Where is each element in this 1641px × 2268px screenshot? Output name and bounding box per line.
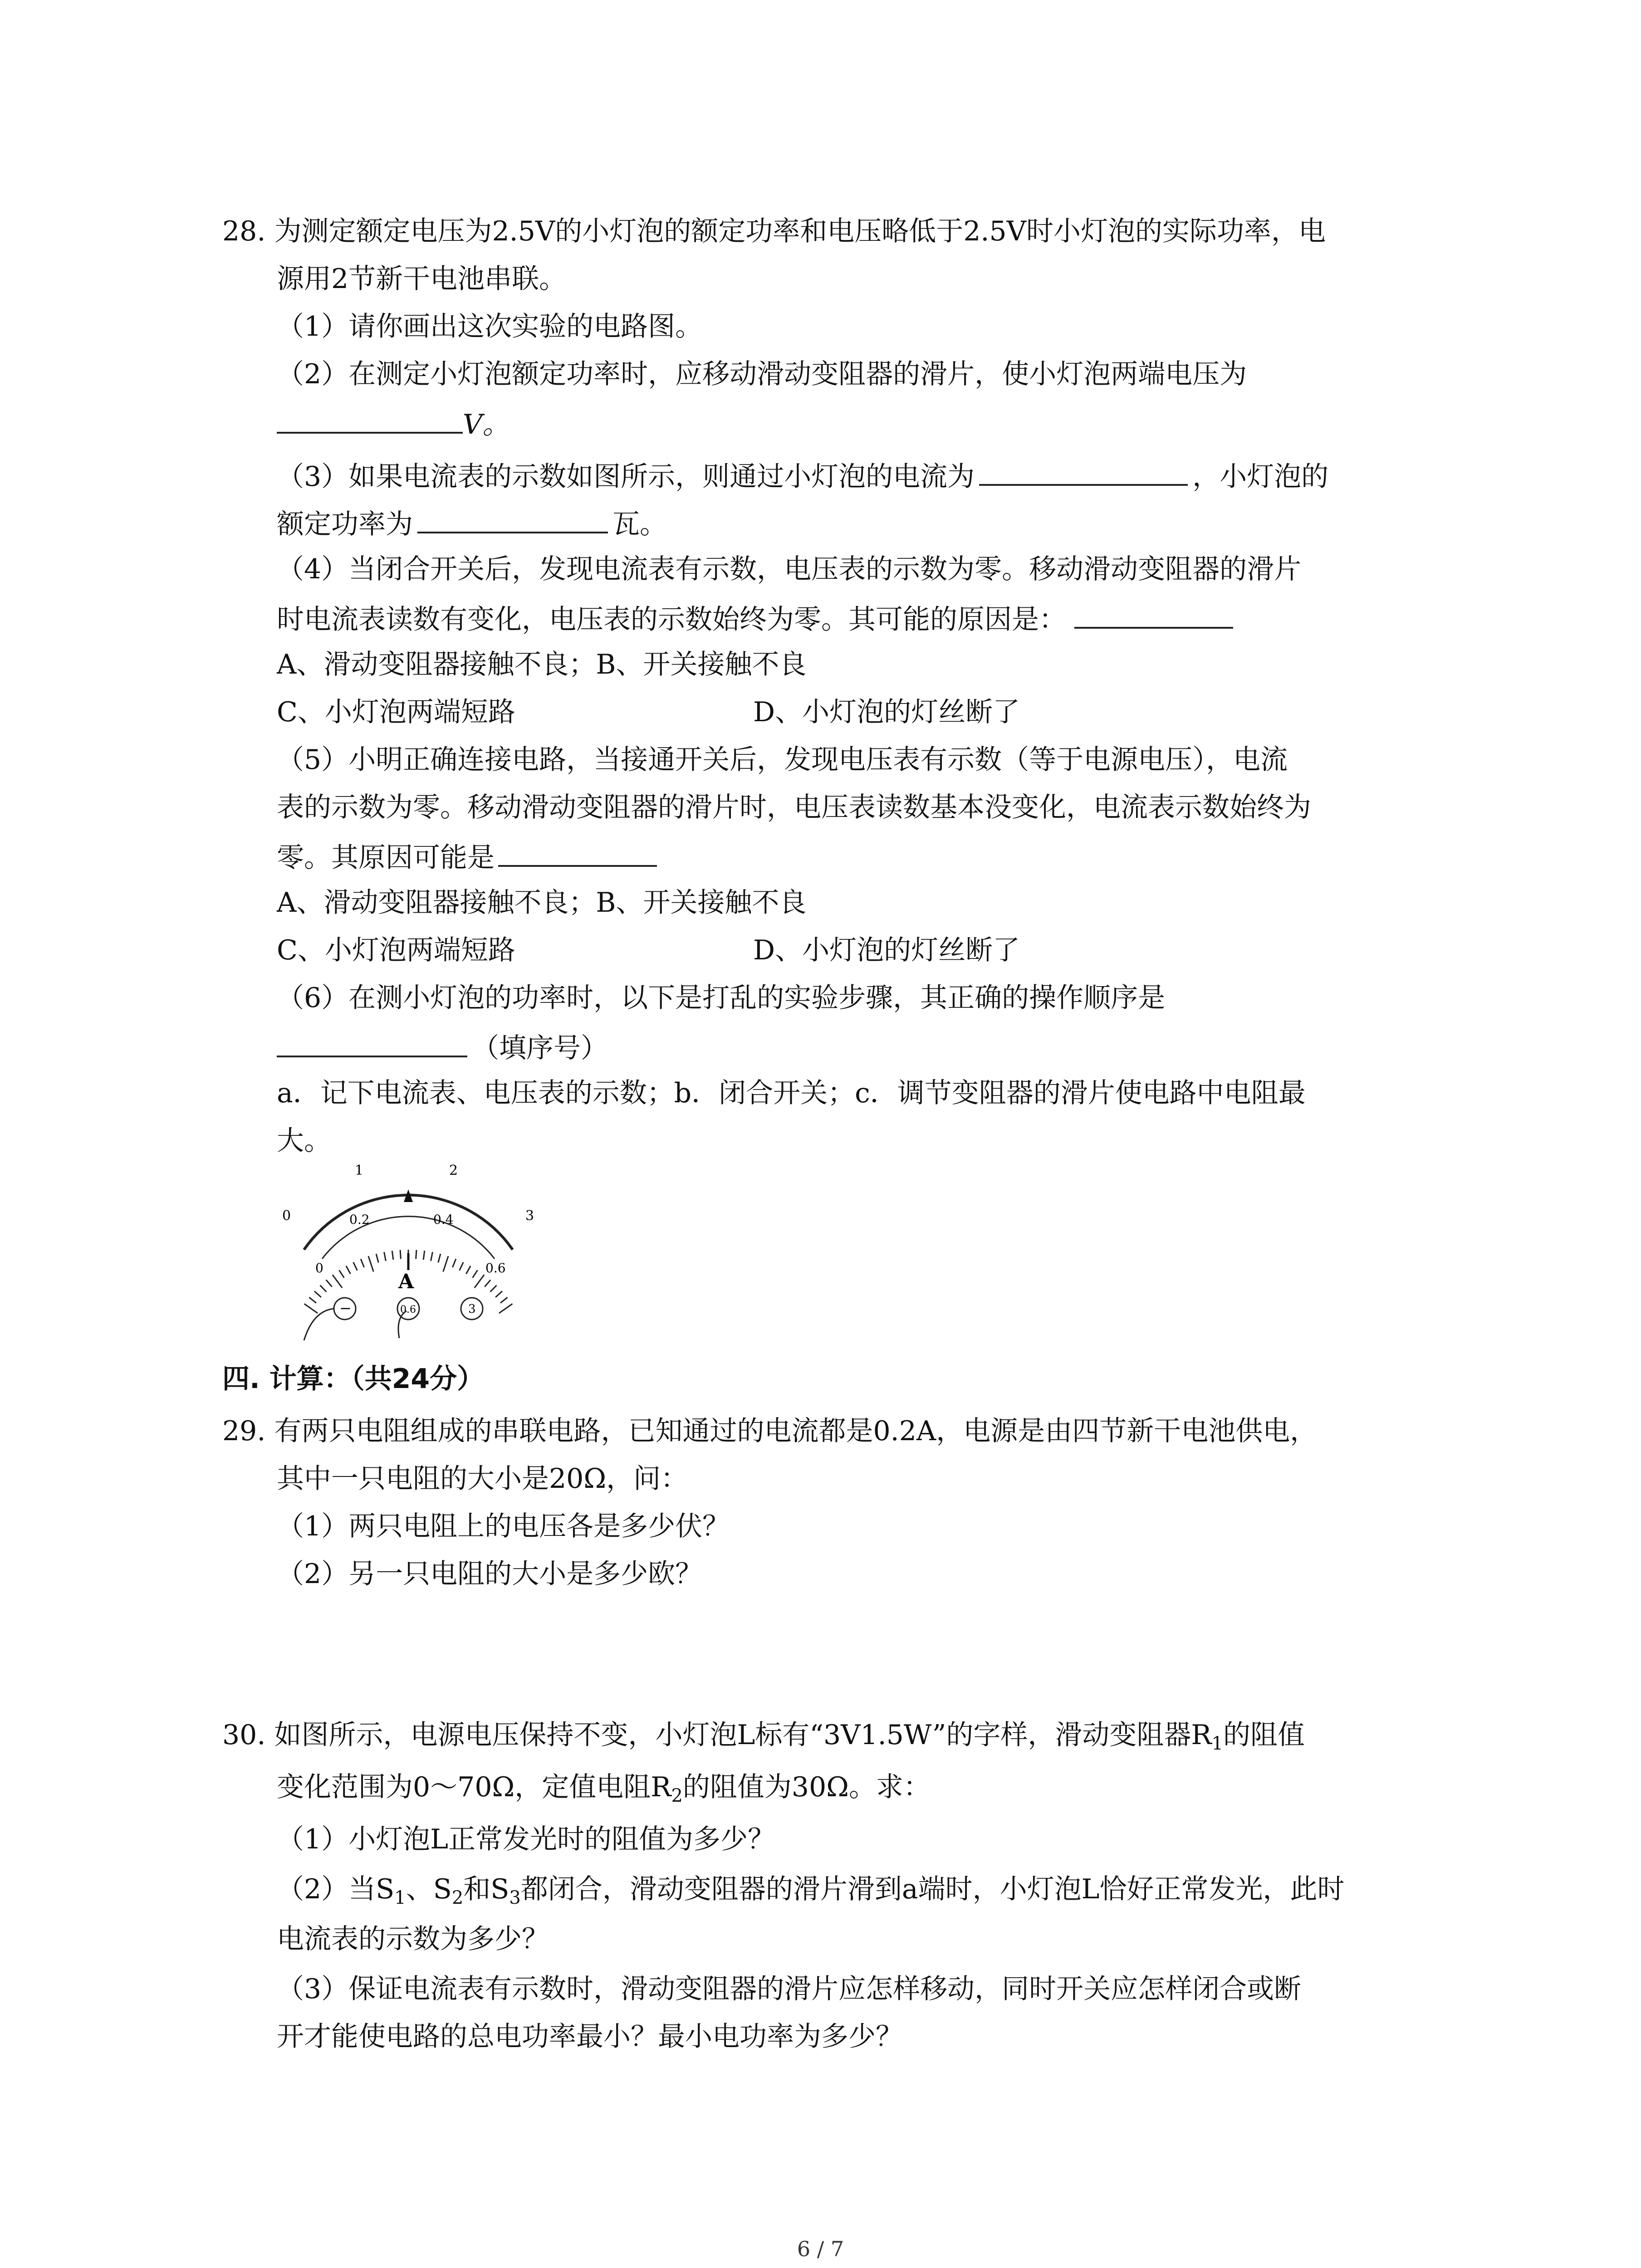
subscript: 1 — [394, 1887, 406, 1908]
q28-part6-line2 — [277, 1032, 608, 1062]
q28-part3-power-label: 额定功率为 — [277, 508, 413, 540]
q28-part2-unit: V。 — [463, 409, 510, 440]
q30-stem-text-tail: 的阻值为30Ω。求： — [682, 1771, 931, 1803]
meter-tick — [361, 1259, 364, 1267]
q28-part4-option-d: D、小灯泡的灯丝断了 — [753, 696, 1020, 728]
meter-tick — [309, 1297, 316, 1303]
q28-stem-line1: 28. 为测定额定电压为2.5V的小灯泡的额定功率和电压略低于2.5V时小灯泡的实际功率，电 — [222, 215, 1326, 247]
meter-tick — [452, 1259, 456, 1267]
meter-tick — [466, 1266, 470, 1274]
meter-tick — [475, 1275, 484, 1288]
terminal-0.6-label: 0.6 — [400, 1304, 416, 1315]
q29-part1: （1）两只电阻上的电压各是多少伏？ — [277, 1510, 730, 1542]
q29-part2: （2）另一只电阻的大小是多少欧？ — [277, 1558, 703, 1590]
meter-tick — [376, 1254, 378, 1262]
q28-part5-option-c: C、小灯泡两端短路 — [277, 934, 515, 966]
q28-part4-line2 — [277, 603, 1233, 633]
scale-bottom-0.4: 0.4 — [433, 1212, 454, 1227]
q30-part2-text: （2）当S — [277, 1873, 395, 1905]
q30-stem-text: 30. 如图所示，电源电压保持不变，小灯泡L标有“3V1.5W”的字样，滑动变阻器R — [222, 1719, 1212, 1751]
meter-tick — [500, 1297, 508, 1303]
q30-part2-line2: 电流表的示数为多少？ — [277, 1923, 549, 1955]
meter-tick — [443, 1256, 448, 1271]
q30-part2-text: 和S — [463, 1873, 509, 1905]
meter-tick — [490, 1286, 497, 1292]
q28-part4-line1: （4）当闭合开关后，发现电流表有示数，电压表的示数为零。移动滑动变阻器的滑片 — [277, 553, 1302, 585]
q28-part5-line2: 表的示数为零。移动滑动变阻器的滑片时，电压表读数基本没变化，电流表示数始终为 — [277, 792, 1311, 823]
q28-part1: （1）请你画出这次实验的电路图。 — [277, 311, 703, 342]
section-title: 四. 计算：（共24分） — [222, 1363, 485, 1395]
terminal-negative-label: − — [339, 1300, 352, 1317]
q30-stem-text: 变化范围为0～70Ω，定值电阻R — [277, 1771, 671, 1803]
q28-part6-steps-line1: a．记下电流表、电压表的示数；b．闭合开关；c．调节变阻器的滑片使电路中电阻最 — [277, 1077, 1306, 1109]
meter-tick — [499, 1304, 512, 1313]
q30-part3-line2: 开才能使电路的总电功率最小？最小电功率为多少？ — [277, 2021, 903, 2053]
meter-tick — [431, 1252, 433, 1261]
scale-bottom-0: 0 — [315, 1261, 323, 1276]
q28-part2-text: （2）在测定小灯泡额定功率时，应移动滑动变阻器的滑片，使小灯泡两端电压为 — [277, 358, 1247, 390]
wire-icon — [304, 1309, 334, 1340]
q30-stem-line2 — [277, 1771, 931, 1806]
q28-part3-text: （3）如果电流表的示数如图所示，则通过小灯泡的电流为 — [277, 461, 975, 493]
q28-part3-power-unit: 瓦。 — [612, 508, 667, 540]
scale-top-0: 0 — [282, 1208, 291, 1224]
q28-part4-option-c: C、小灯泡两端短路 — [277, 696, 515, 728]
q28-part3-line2 — [277, 508, 667, 538]
meter-tick — [339, 1270, 344, 1278]
q29-stem-line2: 其中一只电阻的大小是20Ω，问： — [277, 1463, 688, 1495]
q28-part6-line1: （6）在测小灯泡的功率时，以下是打乱的实验步骤，其正确的操作顺序是 — [277, 982, 1166, 1014]
terminal-negative[interactable] — [334, 1298, 356, 1320]
q28-part6-hint: （填序号） — [472, 1032, 608, 1064]
q30-part2-text: 都闭合，滑动变阻器的滑片滑到a端时，小灯泡L恰好正常发光，此时 — [520, 1873, 1345, 1905]
page-number: 6 / 7 — [797, 2237, 844, 2261]
q29-stem-line1: 29. 有两只电阻组成的串联电路，已知通过的电流都是0.2A，电源是由四节新干电池供电， — [222, 1415, 1318, 1447]
meter-tick — [485, 1280, 490, 1287]
meter-tick — [368, 1256, 373, 1271]
answer-blank[interactable] — [498, 841, 657, 867]
meter-tick — [460, 1262, 464, 1271]
answer-blank[interactable] — [277, 408, 463, 434]
subscript: 1 — [1211, 1733, 1224, 1754]
meter-tick — [384, 1252, 386, 1261]
answer-blank[interactable] — [277, 1032, 467, 1057]
ammeter-figure — [277, 1161, 558, 1343]
q30-stem-text-tail: 的阻值 — [1223, 1719, 1305, 1751]
meter-tick — [314, 1291, 321, 1297]
q28-part5-line3 — [277, 841, 657, 874]
subscript: 2 — [451, 1887, 464, 1908]
meter-tick — [473, 1270, 478, 1278]
q28-stem-line2: 源用2节新干电池串联。 — [277, 263, 567, 295]
terminal-3-label: 3 — [468, 1302, 476, 1316]
answer-blank[interactable] — [417, 508, 608, 533]
meter-tick — [326, 1280, 332, 1287]
scale-top-3: 3 — [525, 1208, 534, 1224]
terminal-3[interactable] — [461, 1298, 483, 1320]
meter-tick — [392, 1251, 393, 1260]
meter-tick — [423, 1251, 425, 1260]
q30-part3-line1: （3）保证电流表有示数时，滑动变阻器的滑片应怎样移动，同时开关应怎样闭合或断 — [277, 1973, 1302, 2005]
scale-bottom-0.2: 0.2 — [349, 1212, 370, 1227]
meter-tick — [438, 1254, 441, 1262]
meter-tick — [495, 1291, 502, 1297]
meter-tick — [320, 1286, 326, 1292]
subscript: 3 — [509, 1887, 521, 1908]
q28-part4-text: 时电流表读数有变化，电压表的示数始终为零。其可能的原因是： — [277, 604, 1066, 635]
scale-top-1: 1 — [355, 1163, 364, 1178]
meter-tick — [400, 1250, 401, 1259]
scale-top-2: 2 — [449, 1163, 458, 1178]
meter-tick — [353, 1262, 358, 1271]
subscript: 2 — [671, 1785, 683, 1806]
meter-tick — [333, 1275, 342, 1288]
scale-bottom-0.6: 0.6 — [485, 1261, 506, 1276]
q30-stem-line1 — [222, 1721, 1305, 1753]
meter-tick — [304, 1304, 318, 1313]
q28-part3-text-tail: ，小灯泡的 — [1192, 461, 1329, 493]
q28-part5-option-ab: A、滑动变阻器接触不良；B、开关接触不良 — [277, 887, 807, 919]
q28-part4-option-ab: A、滑动变阻器接触不良；B、开关接触不良 — [277, 649, 807, 680]
answer-blank[interactable] — [1074, 603, 1233, 629]
answer-blank[interactable] — [979, 460, 1188, 486]
q28-part5-option-d: D、小灯泡的灯丝断了 — [753, 934, 1020, 966]
q28-part3-line1 — [277, 460, 1329, 493]
q28-part6-steps-line2: 大。 — [277, 1125, 331, 1157]
q30-part2-text: 、S — [406, 1873, 452, 1905]
q30-part2-line1 — [277, 1873, 1345, 1908]
q28-part5-line1: （5）小明正确连接电路，当接通开关后，发现电压表有示数（等于电源电压），电流 — [277, 744, 1288, 776]
q28-part2-answer-line — [277, 408, 509, 438]
q30-part1: （1）小灯泡L正常发光时的阻值为多少？ — [277, 1823, 775, 1855]
meter-unit: A — [398, 1270, 414, 1293]
meter-tick — [346, 1266, 351, 1274]
q28-part5-text: 零。其原因可能是 — [277, 842, 495, 874]
